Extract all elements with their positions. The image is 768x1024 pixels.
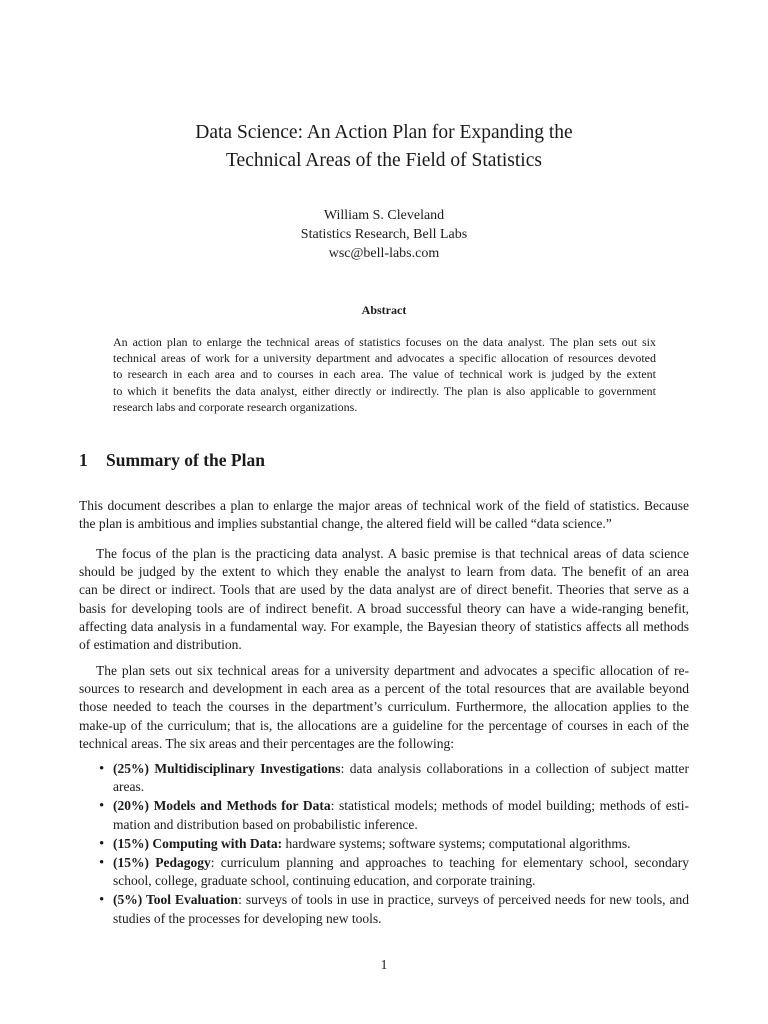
list-item-text: : data analysis collaborations in a collection of subject matter — [340, 761, 689, 776]
paragraph-line: technical areas. The six areas and their percentages are the following: — [79, 735, 454, 751]
paragraph-line: The plan sets out six technical areas for a university department and advocates a specific allocation of re- — [96, 663, 689, 678]
paragraph-line: can be direct or indirect. Tools that are used by the data analyst are of direct benefit. Theories that serve as a — [79, 582, 689, 598]
section-heading — [79, 450, 265, 471]
section-title: Summary of the Plan — [106, 450, 265, 470]
list-item-lead: (20%) Models and Methods for Data — [113, 798, 331, 814]
abstract-line: technical areas of work for a university department and advocates a specific allocation of resources devoted — [113, 351, 656, 366]
paragraph-3 — [79, 662, 689, 753]
list-item — [79, 760, 689, 796]
abstract-line: to which it benefits the data analyst, either directly or indirectly. The plan is also applicable to government — [113, 383, 656, 398]
abstract-text — [113, 334, 656, 415]
author-email: wsc@bell-labs.com — [328, 246, 440, 261]
page-number: 1 — [380, 957, 388, 972]
paragraph-line: affecting data analysis in a fundamental way. For example, the Bayesian theory of statistics affects all methods — [79, 618, 689, 634]
paragraph-line: This document describes a plan to enlarge the major areas of technical work of the field of statistics. Because — [79, 498, 689, 513]
paragraph-line: the plan is ambitious and implies substantial change, the altered field will be called “data science.” — [79, 516, 612, 532]
author-name: William S. Cleveland — [323, 208, 445, 223]
paragraph-2 — [79, 545, 689, 654]
paragraph-line: basis for developing tools are of indirect benefit. A broad successful theory can have a wide-ranging benefit, — [79, 600, 689, 616]
abstract-line: to research in each area and to courses in each area. The value of technical work is judged by the extent — [113, 367, 656, 382]
abstract-line: research labs and corporate research organizations. — [113, 399, 358, 414]
bullet-icon: • — [99, 798, 105, 815]
abstract-heading: Abstract — [361, 303, 407, 317]
paragraph-line: sources to research and development in each area as a percent of the total resources that are available beyond — [79, 681, 689, 697]
list-item-text: school, college, graduate school, continuing education, and corporate training. — [113, 873, 536, 889]
paragraph-line: should be judged by the extent to which they enable the analyst to learn from data. The benefit of an area — [79, 564, 689, 580]
paragraph-line: those needed to teach the courses in the department’s curriculum. Furthermore, the allocation applies to the — [79, 699, 689, 715]
list-item-text: : surveys of tools in use in practice, surveys of perceived needs for new tools, and — [238, 892, 689, 908]
list-item-text: areas. — [113, 779, 145, 795]
list-item — [79, 854, 689, 890]
paragraph-line: of estimation and distribution. — [79, 637, 242, 653]
list-item — [79, 891, 689, 927]
title-line-1: Data Science: An Action Plan for Expanding the — [195, 122, 573, 143]
technical-areas-list — [79, 760, 689, 929]
list-item-lead: (15%) Pedagogy — [113, 855, 211, 871]
list-item-text: : curriculum planning and approaches to teaching for elementary school, secondary — [210, 855, 689, 871]
section-number: 1 — [79, 450, 88, 470]
list-item-text: hardware systems; software systems; computational algorithms. — [282, 835, 631, 851]
list-item — [79, 797, 689, 833]
bullet-icon: • — [99, 835, 105, 852]
bullet-icon: • — [99, 855, 105, 872]
list-item-text: mation and distribution based on probabilistic inference. — [113, 816, 418, 832]
list-item-lead: (15%) Computing with Data: — [113, 835, 283, 851]
list-item-text: : statistical models; methods of model building; methods of esti- — [330, 798, 689, 814]
list-item-lead: (5%) Tool Evaluation — [113, 892, 239, 908]
paragraph-1 — [79, 497, 689, 533]
author-block — [0, 206, 768, 263]
abstract-line: An action plan to enlarge the technical areas of statistics focuses on the data analyst. The plan sets out six — [113, 335, 656, 349]
bullet-icon: • — [99, 761, 105, 777]
title-line-2: Technical Areas of the Field of Statistics — [226, 150, 542, 171]
list-item-lead: (25%) Multidisciplinary Investigations — [113, 761, 341, 776]
author-affiliation: Statistics Research, Bell Labs — [300, 227, 468, 242]
paper-title — [0, 119, 768, 175]
paragraph-line: The focus of the plan is the practicing data analyst. A basic premise is that technical areas of data science — [96, 546, 689, 561]
paragraph-line: make-up of the curriculum; that is, the allocations are a guideline for the percentage of courses in each of the — [79, 717, 689, 733]
list-item — [79, 835, 689, 853]
bullet-icon: • — [99, 892, 105, 909]
list-item-text: studies of the processes for developing new tools. — [113, 910, 382, 926]
